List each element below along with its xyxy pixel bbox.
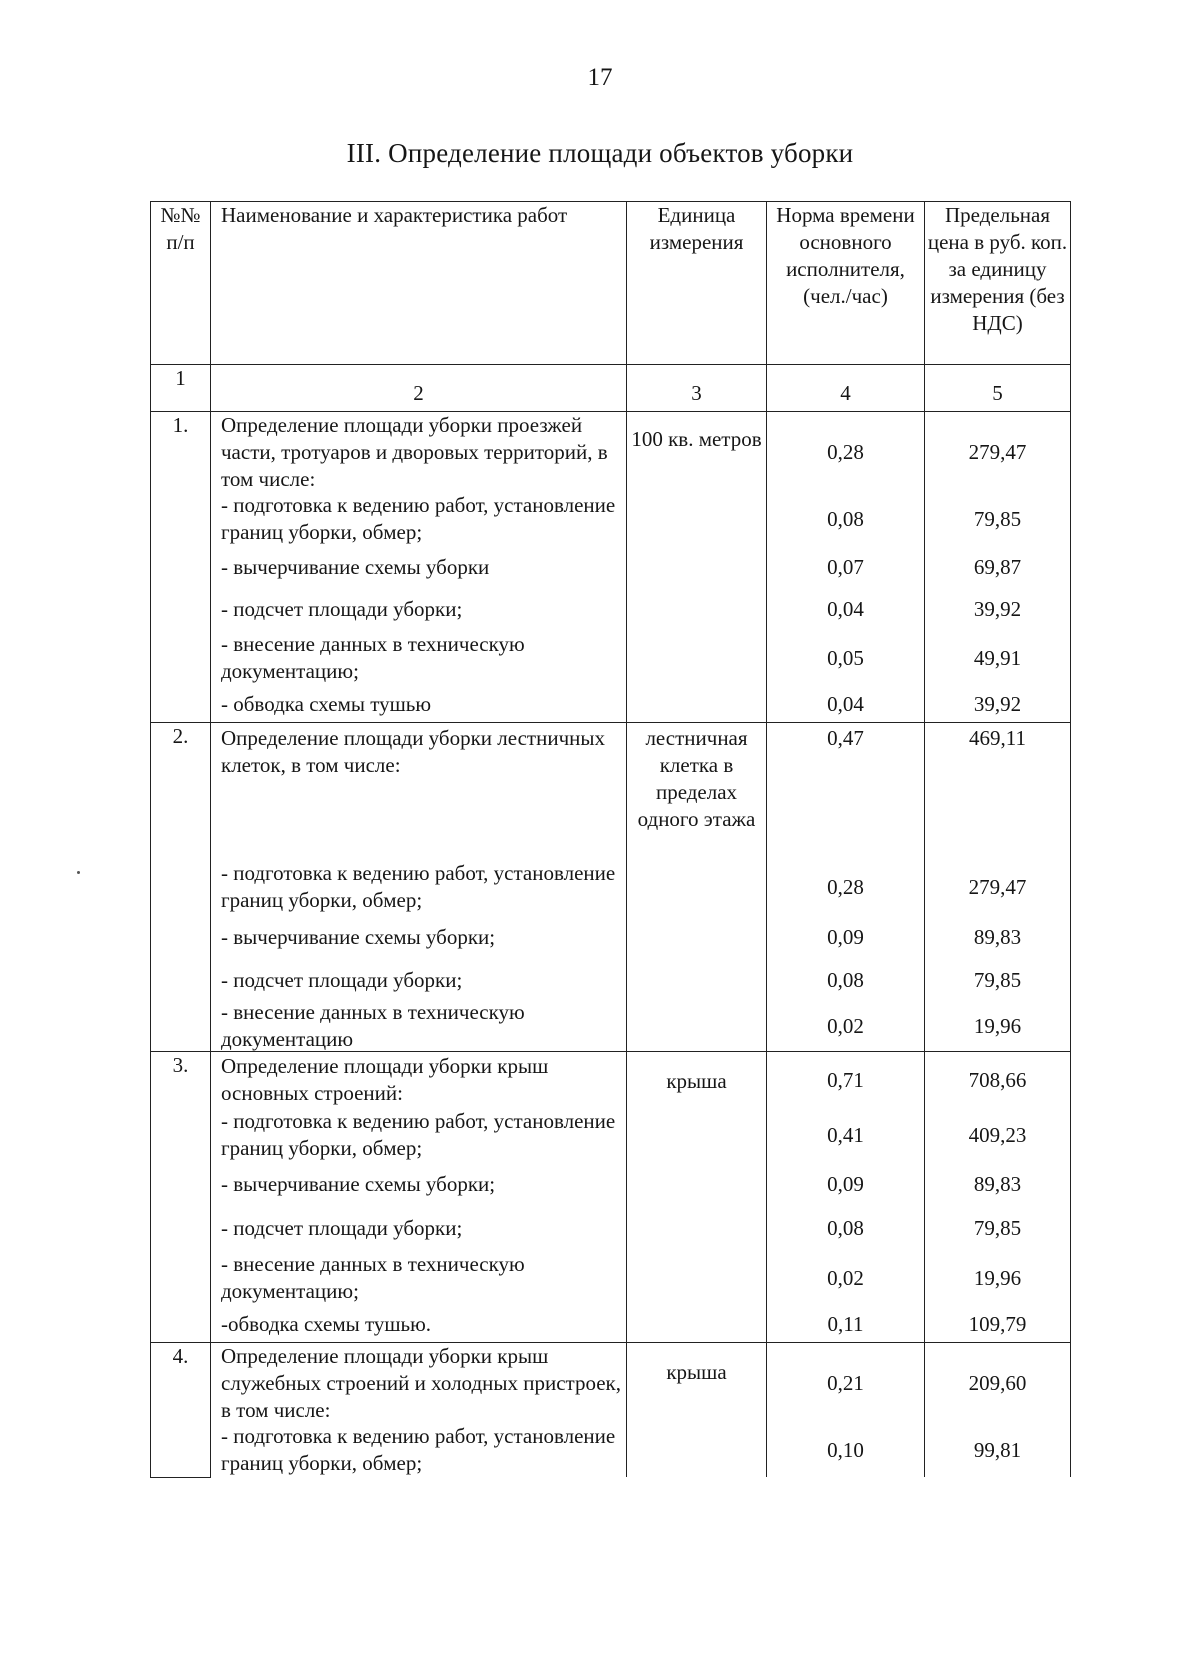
work-name: - вычерчивание схемы уборки;: [221, 1171, 496, 1196]
column-number: 2: [211, 365, 627, 412]
works-table: [150, 201, 1071, 1478]
work-name: - подсчет площади уборки;: [221, 596, 463, 621]
column-number: 4: [767, 365, 925, 412]
price-cells: [925, 1343, 1071, 1478]
norm-value: 0,07: [827, 554, 864, 579]
table-row: [151, 723, 1071, 1052]
price-value: 89,83: [973, 1171, 1022, 1196]
work-name: - подготовка к ведению работ, установление границ уборки, обмер;: [221, 1424, 616, 1475]
work-name: Определение площади уборки проезжей части, тротуаров и дворовых территорий, в том числе:: [221, 412, 608, 491]
work-name: - подготовка к ведению работ, установление границ уборки, обмер;: [221, 861, 616, 912]
work-name: - внесение данных в техническую документацию;: [221, 1252, 525, 1303]
price-cells: [925, 723, 1071, 1052]
norm-value: 0,09: [827, 1171, 864, 1196]
price-value: 69,87: [973, 554, 1022, 579]
price-value: 19,96: [973, 1013, 1022, 1038]
norm-cells: [767, 1052, 925, 1343]
work-names: [211, 412, 627, 723]
work-name: Определение площади уборки лестничных клеток, в том числе:: [221, 726, 605, 777]
price-value: 89,83: [973, 924, 1022, 949]
price-value: 279,47: [968, 874, 1027, 899]
work-name: - подсчет площади уборки;: [221, 1215, 463, 1240]
column-number: 1: [151, 365, 211, 412]
page-number: 17: [587, 64, 613, 91]
work-names: [211, 723, 627, 1052]
work-name: - подготовка к ведению работ, установление границ уборки, обмер;: [221, 1109, 616, 1160]
norm-value: 0,11: [827, 1311, 864, 1336]
work-name: - обводка схемы тушью: [221, 691, 432, 716]
work-name: - внесение данных в техническую документацию: [221, 1000, 525, 1051]
work-name: Определение площади уборки крыш служебных строений и холодных пристроек, в том числе:: [221, 1343, 621, 1422]
norm-value: 0,10: [827, 1437, 864, 1462]
price-cells: [925, 1052, 1071, 1343]
work-name: - подготовка к ведению работ, установление границ уборки, обмер;: [221, 493, 616, 544]
work-name: - подсчет площади уборки;: [221, 967, 463, 992]
section-title: III. Определение площади объектов уборки: [346, 138, 854, 168]
unit-cell: лестничная клетка в пределах одного этажа: [627, 723, 767, 1052]
work-name: Определение площади уборки крыш основных строений:: [221, 1054, 549, 1105]
price-value: 409,23: [968, 1122, 1027, 1147]
table-row: [151, 412, 1071, 723]
row-number: 2.: [151, 723, 211, 1052]
norm-value: 0,08: [827, 1215, 864, 1240]
norm-value: 0,47: [827, 726, 864, 750]
unit-cell: крыша: [627, 1343, 767, 1478]
norm-value: 0,08: [827, 506, 864, 531]
price-value: 39,92: [973, 596, 1022, 621]
table-header-row: [151, 202, 1071, 365]
price-value: 209,60: [968, 1370, 1027, 1395]
header-num: №№ п/п: [151, 202, 211, 365]
row-number: 1.: [151, 412, 211, 723]
work-names: [211, 1052, 627, 1343]
table-row: [151, 1052, 1071, 1343]
price-value: 79,85: [973, 967, 1022, 992]
norm-value: 0,04: [827, 596, 864, 621]
work-name: - внесение данных в техническую документацию;: [221, 632, 525, 683]
table-row: [151, 1343, 1071, 1478]
norm-value: 0,05: [827, 645, 864, 670]
norm-value: 0,28: [827, 439, 864, 464]
price-value: 109,79: [968, 1311, 1027, 1336]
norm-cells: [767, 1343, 925, 1478]
price-value: 469,11: [969, 726, 1026, 750]
norm-value: 0,08: [827, 967, 864, 992]
norm-cells: [767, 412, 925, 723]
price-value: 279,47: [968, 439, 1027, 464]
unit-cell: 100 кв. метров: [627, 412, 767, 723]
norm-value: 0,09: [827, 924, 864, 949]
work-name: - вычерчивание схемы уборки: [221, 554, 490, 579]
column-number: 5: [925, 365, 1071, 412]
price-cells: [925, 412, 1071, 723]
norm-value: 0,28: [827, 874, 864, 899]
norm-value: 0,04: [827, 691, 864, 716]
norm-value: 0,02: [827, 1265, 864, 1290]
row-number: 4.: [151, 1343, 211, 1478]
norm-value: 0,71: [827, 1067, 864, 1092]
price-value: 99,81: [973, 1437, 1022, 1462]
scan-speck: [77, 871, 80, 874]
work-names: [211, 1343, 627, 1478]
header-price: Предельная цена в руб. коп. за единицу измерения (без НДС): [925, 202, 1071, 365]
row-number: 3.: [151, 1052, 211, 1343]
header-norm: Норма времени основного исполнителя, (чел./час): [767, 202, 925, 365]
norm-value: 0,21: [827, 1370, 864, 1395]
column-number: 3: [627, 365, 767, 412]
price-value: 708,66: [968, 1067, 1027, 1092]
price-value: 39,92: [973, 691, 1022, 716]
header-name: Наименование и характеристика работ: [211, 202, 627, 365]
norm-value: 0,02: [827, 1013, 864, 1038]
header-unit: Единица измерения: [627, 202, 767, 365]
unit-cell: крыша: [627, 1052, 767, 1343]
price-value: 49,91: [973, 645, 1022, 670]
price-value: 79,85: [973, 1215, 1022, 1240]
norm-cells: [767, 723, 925, 1052]
column-number-row: [151, 365, 1071, 412]
norm-value: 0,41: [827, 1122, 864, 1147]
price-value: 79,85: [973, 506, 1022, 531]
price-value: 19,96: [973, 1265, 1022, 1290]
work-name: - вычерчивание схемы уборки;: [221, 924, 496, 949]
work-name: -обводка схемы тушью.: [221, 1311, 432, 1336]
